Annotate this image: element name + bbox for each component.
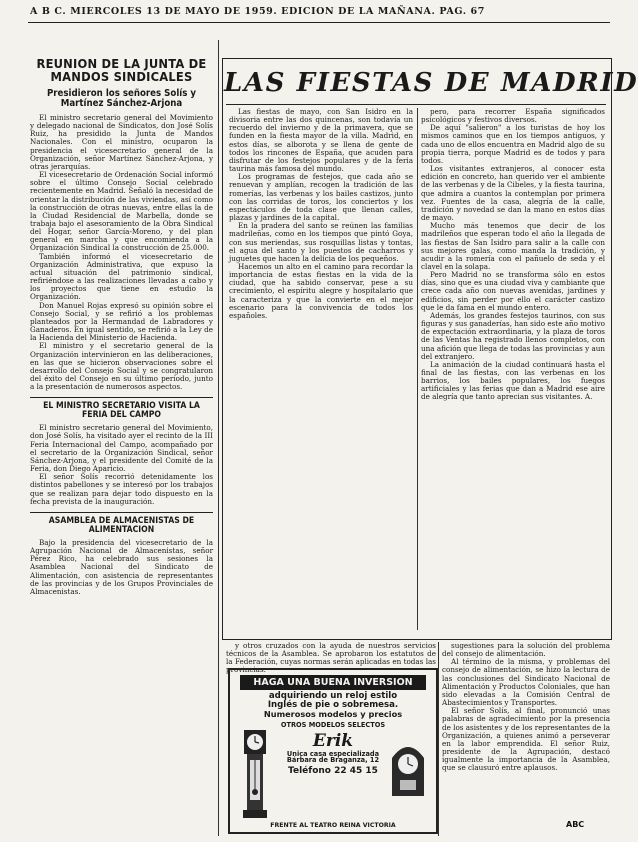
paragraph: Mucho más tenemos que decir de los madrileños que esperan todo el año la llegada de las fiestas de San Isidro para salir a la calle con sus mejores galas, como manda la tradición, y acudir a la romería con el pañuelo de seda y el clavel en la solapa. — [421, 221, 605, 271]
header-rule — [28, 22, 610, 23]
paragraph: De aquí "salieron" a los turistas de hoy los mismos caminos que en los tiempos antiguos, y cada uno de ellos encuentra en Madrid algo de su propia tierra, porque Madrid es de todos y para todos. — [421, 123, 605, 165]
grandfather-clock-icon — [238, 728, 272, 820]
left-column — [30, 40, 213, 836]
paragraph: Al término de la misma, y problemas del consejo de alimentación, se hizo la lectura de las conclusiones del Sindicato Nacional de Alimentación y Productos Coloniales, que han sido elevadas a la Comisión Central de Abastecimientos y Transportes. — [442, 657, 610, 708]
ad-footer: FRENTE AL TEATRO REINA VICTORIA — [270, 821, 396, 829]
paragraph: Hacemos un alto en el camino para recordar la importancia de estas fiestas en la vida de la ciudad, que ha sabido conservar, pese a su crecimiento, el espíritu alegre y hospitalario que la caracteriza y que la convierte en el mejor escenario para la convivencia de todos los españoles. — [229, 261, 413, 320]
paragraph: Don Manuel Rojas expresó su opinión sobre el Consejo Social, y se refirió a los problemas planteados por la Hermandad de Labradores y Ganaderos. En igual sentido, se refirió a la Ley de la Hacienda del Ministerio de Hacienda. — [30, 300, 213, 343]
feature-right-column — [421, 108, 605, 632]
ad-line: Unica casa especializada — [286, 749, 380, 758]
article-title-junta: REUNION DE LA JUNTA DE MANDOS SINDICALES — [36, 57, 207, 86]
paragraph: sugestiones para la solución del problema del consejo de alimentación. — [442, 641, 610, 659]
paragraph: El señor Solís recorrió detenidamente los distintos pabellones y se interesó por los trabajos que se realizan para dejar todo dispuesto en la fecha prevista de la inauguración. — [30, 472, 213, 506]
column-divider — [218, 40, 219, 836]
clock-advertisement — [228, 668, 438, 834]
ad-address: Bárbara de Braganza, 12 — [286, 756, 380, 765]
paragraph: y otros cruzados con la ayuda de nuestros servicios técnicos de la Asamblea. Se aprobaron los estatutos de la Federación, cuyas normas serán aplicadas en todas las provincias. — [226, 641, 436, 675]
paragraph: La animación de la ciudad continuará hasta el final de las fiestas, con las verbenas en los barrios, los bailes populares, los fuegos artificiales y las ferias que dan a Madrid ese aire de alegría que tanto aprecian sus visitantes. A. — [421, 359, 605, 402]
feature-title: LAS FIESTAS DE MADRID — [224, 68, 638, 98]
press-stamp: ABC — [566, 820, 585, 829]
paragraph: Los visitantes extranjeros, al conocer esta edición en concreto, han querido ver el ambiente de las verbenas y de la Cibeles, y la fiesta taurina, que admira a cuantos la contemplan por primera vez. Fuentes de la casa, alegría de la calle, tradición y novedad se dan la mano en estos días de mayo. — [421, 164, 605, 223]
paragraph: El ministro y el secretario general de la Organización intervinieron en las deliberaciones, en las que se hicieron observaciones sobre el desarrollo del Consejo Social y se congratularon del éxito del Consejo en su último período, junto a la presentación de numerosos aspectos. — [30, 341, 213, 392]
ad-line: Inglés de pie o sobremesa. — [267, 700, 399, 711]
mantel-clock-icon — [388, 736, 428, 798]
paragraph: Pero Madrid no se transforma sólo en estos días, sino que es una ciudad viva y cambiante que crece cada año con nuevas avenidas, jardines y edificios, sin perder por ello el carácter castizo que le da fama en el mundo entero. — [421, 270, 605, 312]
article-subtitle-junta: Presidieron los señores Solís y Martínez Sánchez-Arjona — [46, 87, 197, 109]
ad-line: adquiriendo un reloj estilo — [268, 691, 398, 701]
page-header: A B C. MIERCOLES 13 DE MAYO DE 1959. EDICION DE LA MAÑANA. PAG. 67 — [30, 6, 485, 17]
paragraph: pero, para recorrer España significados psicológicos y festivos diversos. — [421, 107, 605, 125]
paragraph: Las fiestas de mayo, con San Isidro en la divisoria entre las dos quincenas, son todavía un recuerdo del invierno y de la primavera, que se funden en la fiesta mayor de la villa. Madrid, en estos días, se alborota y se llena de gente de todos los rincones de España, que acuden para disfrutar de los festejos populares y de la feria taurina más famosa del mundo. — [229, 107, 413, 174]
ad-line: OTROS MODELOS SELECTOS — [280, 720, 386, 729]
divider — [30, 512, 213, 513]
paragraph: Los programas de festejos, que cada año se renuevan y amplían, recogen la tradición de las romerías, las verbenas y los bailes castizos, junto con las corridas de toros, los conciertos y los espectáculos de toda clase que llenan calles, plazas y jardines de la capital. — [229, 172, 413, 223]
paragraph: El ministro secretario general del Movimiento y delegado nacional de Sindicatos, don José Solís Ruiz, ha presidido la Junta de Mandos Nacionales. Con el ministro, ocuparon la presidencia el vicesecretario general de la Organización, señor Martínez Sánchez-Arjona, y otras jerarquías. — [30, 112, 213, 171]
paragraph: También informó el vicesecretario de Organización Administrativa, que expuso la actual situación del patrimonio sindical, refiriéndose a las realizaciones llevadas a cabo y los proyectos que tiene en estudio la Organización. — [30, 251, 213, 302]
feature-title-rule — [226, 104, 606, 105]
paragraph: Bajo la presidencia del vicesecretario de la Agrupación Nacional de Almacenistas, señor Pérez Rico, ha celebrado sus sesiones la Asamblea Nacional del Sindicato de Alimentación, con asistencia de representantes de las provincias y de los Grupos Provinciales de Almacenistas. — [30, 537, 213, 596]
feature-left-column — [229, 108, 413, 632]
feature-column-divider — [417, 108, 418, 630]
bottom-right-column — [442, 642, 610, 824]
ad-line: Numerosos modelos y precios — [263, 709, 403, 720]
paragraph: El ministro secretario general del Movimiento, don José Solís, ha visitado ayer el recinto de la III Feria Internacional del Campo, acompañado por el secretario de la Organización Sindical, señor Sánchez-Arjona, y el presidente del Comité de la Feria, don Diego Aparicio. — [30, 423, 213, 474]
ad-phone: Teléfono 22 45 15 — [288, 766, 378, 777]
paragraph: El vicesecretario de Ordenación Social informó sobre el último Consejo Social celebrado recientemente en Madrid. Señaló la necesidad de orientar la distribución de las viviendas, así como la construcción de otras nuevas, entre ellas la de la Ciudad Residencial de Marbella, donde se trabaja bajo el asesoramiento de la Obra Sindical del Hogar, señor García-Moreno, y del plan general en marcha y que encomienda a la Organización Sindical la construcción de 25.000. — [30, 170, 213, 253]
ad-brand: Erik — [312, 730, 354, 751]
paragraph: El señor Solís, al final, pronunció unas palabras de agradecimiento por la presencia de los asistentes y de los representantes de la Organización, a quienes animó a perseverar en la labor emprendida. El señor Ruiz, presidente de la Agrupación, destacó igualmente la importancia de la Asamblea, que se clausuró entre aplausos. — [442, 706, 610, 773]
article-title-feria: EL MINISTRO SECRETARIO VISITA LA FERIA DEL CAMPO — [43, 401, 200, 421]
article-title-asamblea: ASAMBLEA DE ALMACENISTAS DE ALIMENTACION — [48, 515, 195, 535]
divider — [30, 397, 213, 398]
bottom-middle-text — [226, 641, 436, 675]
column-divider — [438, 642, 439, 836]
paragraph: Además, los grandes festejos taurinos, con sus figuras y sus ganaderías, han sido este año motivo de expectación extraordinaria, y la plaza de toros de las Ventas ha registrado llenos completos, con una afición que llega de todas las provincias y aun del extranjero. — [421, 310, 605, 361]
ad-headline: HAGA UNA BUENA INVERSION — [240, 675, 426, 690]
paragraph: En la pradera del santo se reúnen las familias madrileñas, como en los tiempos que pintó Goya, con sus meriendas, sus rosquillas listas y tontas, el agua del santo y los puestos de cacharros y juguetes que hacen la delicia de los pequeños. — [229, 221, 413, 263]
